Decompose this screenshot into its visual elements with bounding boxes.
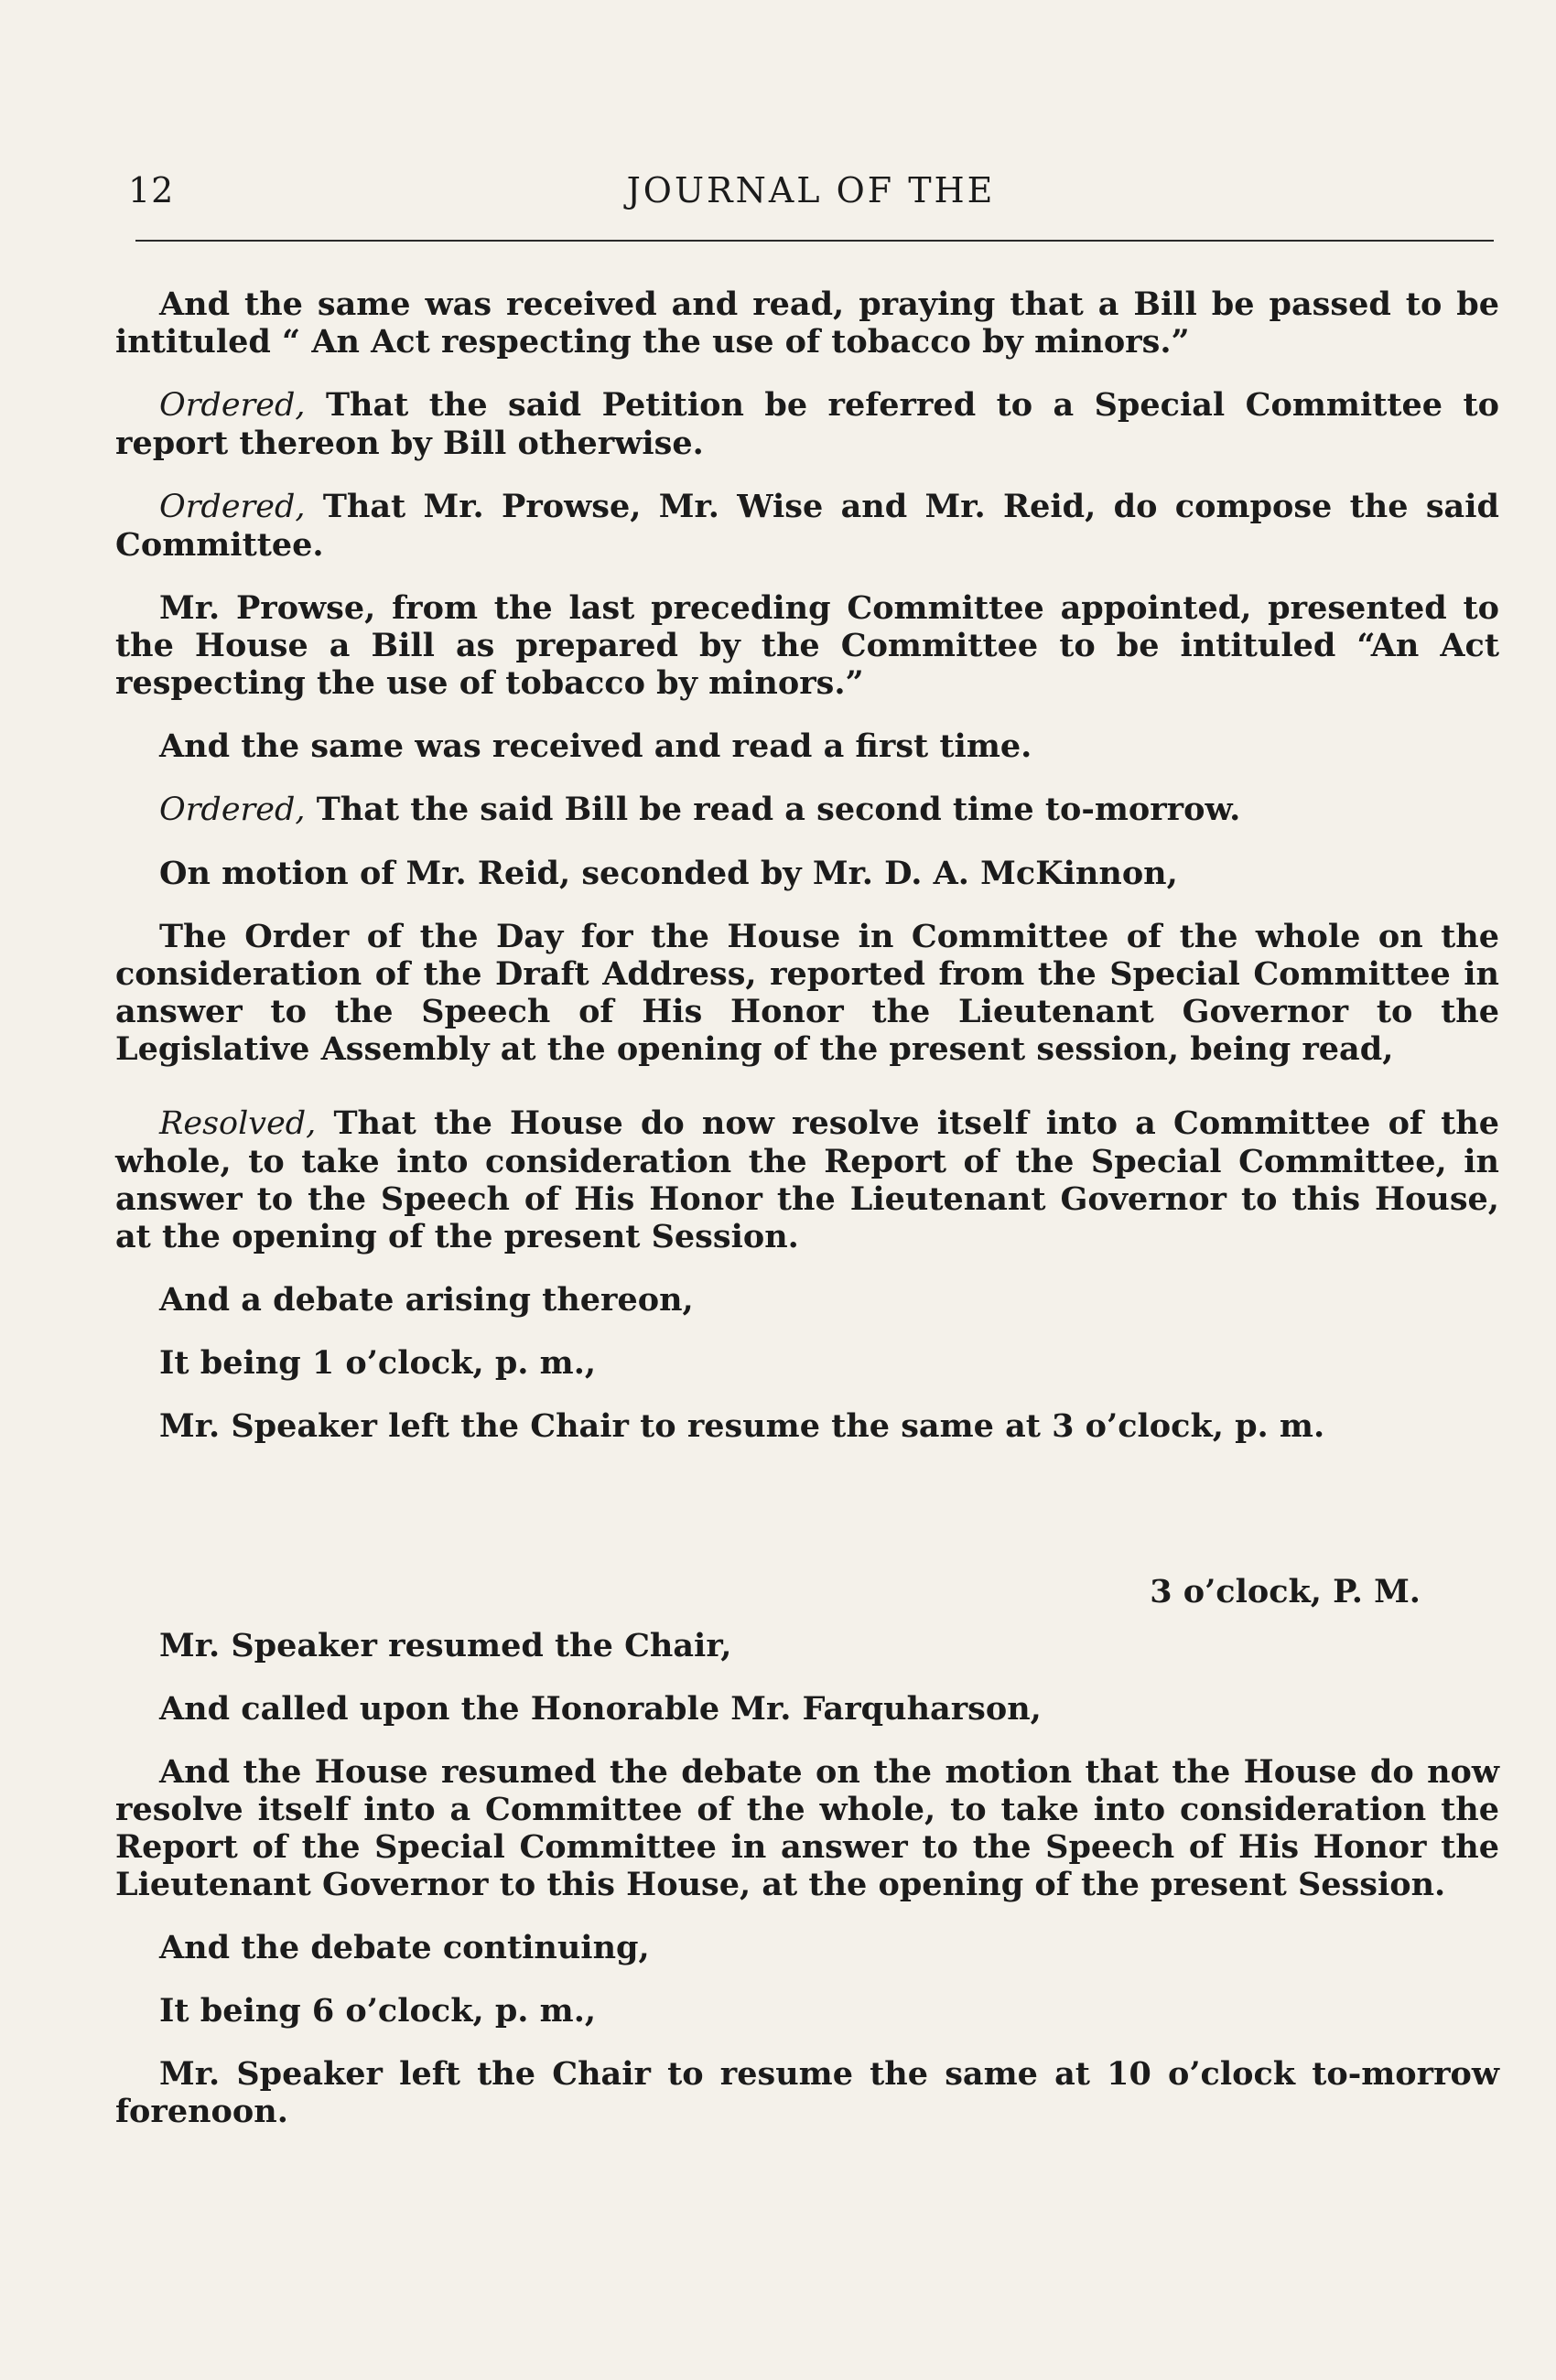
paragraph-text: And called upon the Honorable Mr. Farquharson,	[159, 1690, 1042, 1728]
paragraph-adjourned	[115, 2055, 1499, 2130]
paragraph-motion	[115, 855, 1499, 892]
paragraph-lead: Ordered,	[159, 489, 306, 525]
paragraph-text: The Order of the Day for the House in Committee of the whole on the consideration of the Draft Address, reported from the Special Committee in answer to the Speech of His Honor the Lieutenant Governor to the Legislative Assembly at the opening of the present session, being read,	[115, 918, 1499, 1068]
paragraph-six-oclock	[115, 1992, 1499, 2030]
paragraph-text: And the same was received and read, praying that a Bill be passed to be intituled “ An Act respecting the use of tobacco by minors.”	[115, 285, 1499, 361]
paragraph-lead: Resolved,	[159, 1105, 317, 1142]
paragraph-order-second-reading	[115, 791, 1499, 829]
paragraph-text: Mr. Speaker left the Chair to resume the same at 3 o’clock, p. m.	[159, 1407, 1325, 1445]
running-head	[128, 170, 1494, 218]
paragraph-lead: Ordered,	[159, 792, 306, 828]
paragraph-text: And a debate arising thereon,	[159, 1281, 694, 1319]
paragraph-first-reading	[115, 727, 1499, 765]
paragraph-resolved	[115, 1104, 1499, 1255]
paragraph-lead: Ordered,	[159, 387, 306, 424]
paragraph-text: It being 1 o’clock, p. m.,	[159, 1344, 597, 1382]
paragraph-debate-arising	[115, 1281, 1499, 1319]
paragraph-text: Mr. Speaker left the Chair to resume the same at 10 o’clock to-morrow forenoon.	[115, 2055, 1499, 2130]
paragraph-text: On motion of Mr. Reid, seconded by Mr. D. A. McKinnon,	[159, 855, 1178, 892]
paragraph-order-of-day	[115, 918, 1499, 1068]
paragraph-petition-read	[115, 285, 1499, 361]
paragraph-text: And the debate continuing,	[159, 1929, 650, 1966]
paragraph-text: That Mr. Prowse, Mr. Wise and Mr. Reid, do compose the said Committee.	[115, 488, 1499, 564]
paragraph-text: Mr. Prowse, from the last preceding Committee appointed, presented to the House a Bill as prepared by the Committee to be intituled “An Act respecting the use of tobacco by minors.”	[115, 589, 1499, 702]
paragraph-text: That the said Bill be read a second time to-morrow.	[305, 791, 1241, 828]
paragraph-text: That the said Petition be referred to a Special Committee to report thereon by Bill otherwise.	[115, 386, 1499, 462]
paragraph-order-committee	[115, 488, 1499, 564]
header-rule	[135, 240, 1494, 242]
page-number: 12	[128, 170, 175, 210]
paragraph-text: It being 6 o’clock, p. m.,	[159, 1992, 597, 2030]
afternoon-time-heading: 3 o’clock, P. M.	[1150, 1573, 1421, 1610]
paragraph-text: And the House resumed the debate on the motion that the House do now resolve itself into a Committee of the whole, to take into consideration the Report of the Special Committee in answer to the Speech of His Honor the Lieutenant Governor to this House, at the opening of the present Session.	[115, 1753, 1499, 1903]
paragraph-debate-resumed	[115, 1753, 1499, 1903]
paragraph-bill-presented	[115, 589, 1499, 702]
journal-body	[115, 285, 1499, 2130]
paragraph-text: And the same was received and read a first time.	[159, 727, 1032, 765]
paragraph-one-oclock	[115, 1344, 1499, 1382]
paragraph-speaker-resumed	[115, 1627, 1499, 1664]
paragraph-called-upon	[115, 1690, 1499, 1728]
running-title: JOURNAL OF THE	[626, 170, 996, 210]
paragraph-debate-continuing	[115, 1929, 1499, 1966]
paragraph-order-refer	[115, 386, 1499, 462]
paragraph-speaker-left	[115, 1407, 1499, 1445]
paragraph-text: That the House do now resolve itself into a Committee of the whole, to take into consideration the Report of the Special Committee, in answer to the Speech of His Honor the Lieutenant Governor to this House, at the opening of the present Session.	[115, 1104, 1499, 1255]
paragraph-text: Mr. Speaker resumed the Chair,	[159, 1627, 732, 1664]
